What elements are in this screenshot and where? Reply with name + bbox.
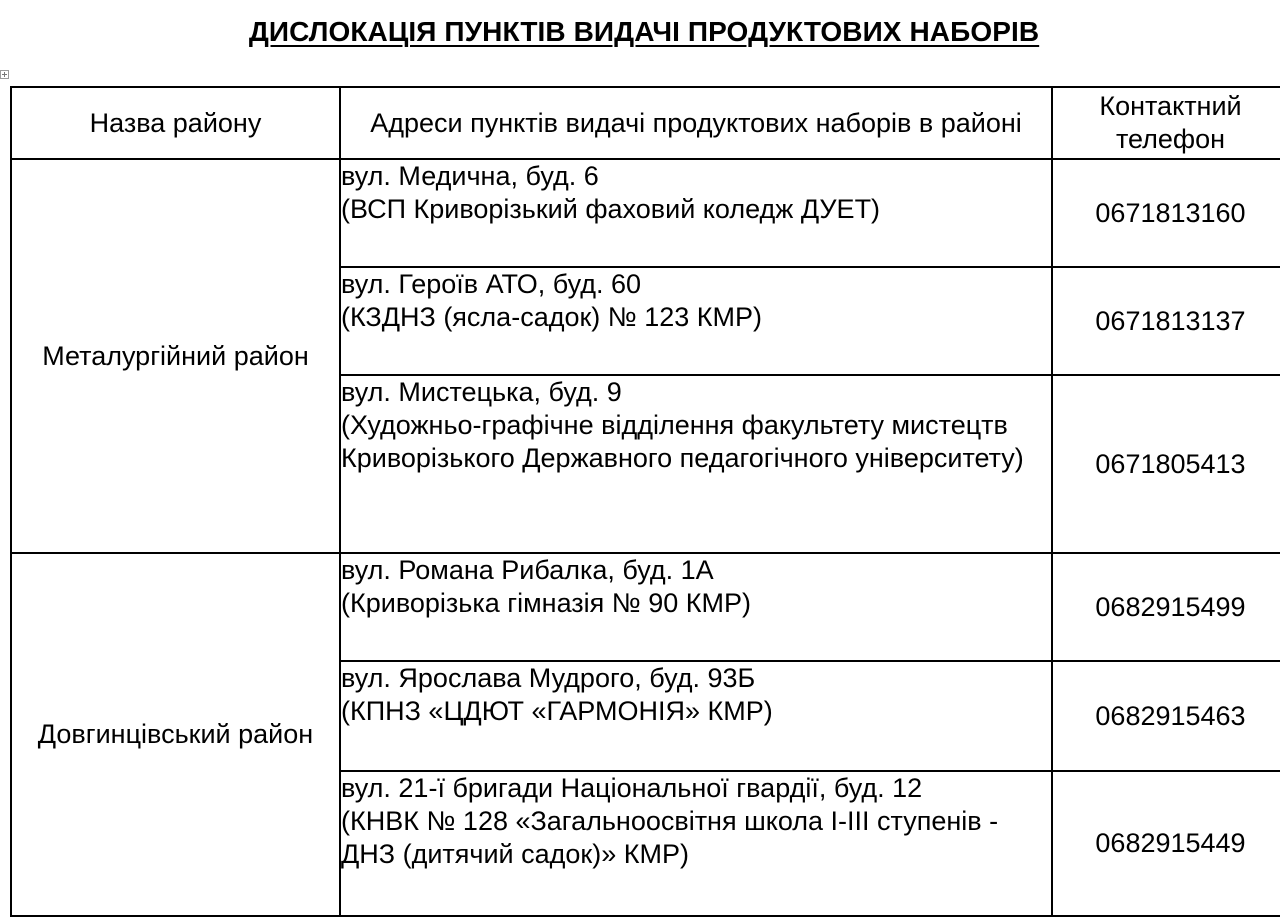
phone-number: 0671813160 — [1052, 159, 1280, 267]
table-header-row — [11, 87, 1280, 159]
page-title: ДИСЛОКАЦІЯ ПУНКТІВ ВИДАЧІ ПРОДУКТОВИХ НАБОРІВ — [248, 16, 1040, 47]
address-institution: (КПНЗ «ЦДЮТ «ГАРМОНІЯ» КМР) — [341, 696, 773, 726]
address-cell — [340, 771, 1052, 916]
address-institution: (ВСП Криворізький фаховий коледж ДУЕТ) — [341, 194, 881, 224]
header-address: Адреси пунктів видачі продуктових наборів в районі — [340, 87, 1052, 159]
address-institution: (Художньо-графічне відділення факультету мистецтв Криворізького Державного педагогічного університету) — [341, 410, 1024, 473]
address-cell — [340, 661, 1052, 771]
phone-number: 0682915463 — [1052, 661, 1280, 771]
address-institution: (Криворізька гімназія № 90 КМР) — [341, 588, 752, 618]
table-row — [11, 553, 1280, 661]
address-cell — [340, 267, 1052, 375]
address-cell — [340, 159, 1052, 267]
table-row — [11, 159, 1280, 267]
district-name: Металургійний район — [11, 159, 340, 553]
phone-number: 0682915499 — [1052, 553, 1280, 661]
district-name: Довгинцівський район — [11, 553, 340, 916]
header-district: Назва району — [11, 87, 340, 159]
address-street: вул. Ярослава Мудрого, буд. 93Б — [341, 663, 756, 693]
address-institution: (КНВК № 128 «Загальноосвітня школа І-ІІІ ступенів - ДНЗ (дитячий садок)» КМР) — [341, 806, 999, 869]
address-street: вул. 21-ї бригади Національної гвардії, буд. 12 — [341, 773, 923, 803]
address-street: вул. Медична, буд. 6 — [341, 161, 599, 191]
table-move-handle-icon[interactable] — [0, 70, 9, 79]
address-institution: (КЗДНЗ (ясла-садок) № 123 КМР) — [341, 302, 763, 332]
address-cell — [340, 375, 1052, 553]
address-street: вул. Героїв АТО, буд. 60 — [341, 269, 642, 299]
phone-number: 0671805413 — [1052, 375, 1280, 553]
address-cell — [340, 553, 1052, 661]
phone-number: 0682915449 — [1052, 771, 1280, 916]
header-phone: Контактний телефон — [1052, 87, 1280, 159]
address-street: вул. Романа Рибалка, буд. 1А — [341, 555, 714, 585]
phone-number: 0671813137 — [1052, 267, 1280, 375]
dislocation-table — [10, 86, 1280, 917]
address-street: вул. Мистецька, буд. 9 — [341, 377, 622, 407]
